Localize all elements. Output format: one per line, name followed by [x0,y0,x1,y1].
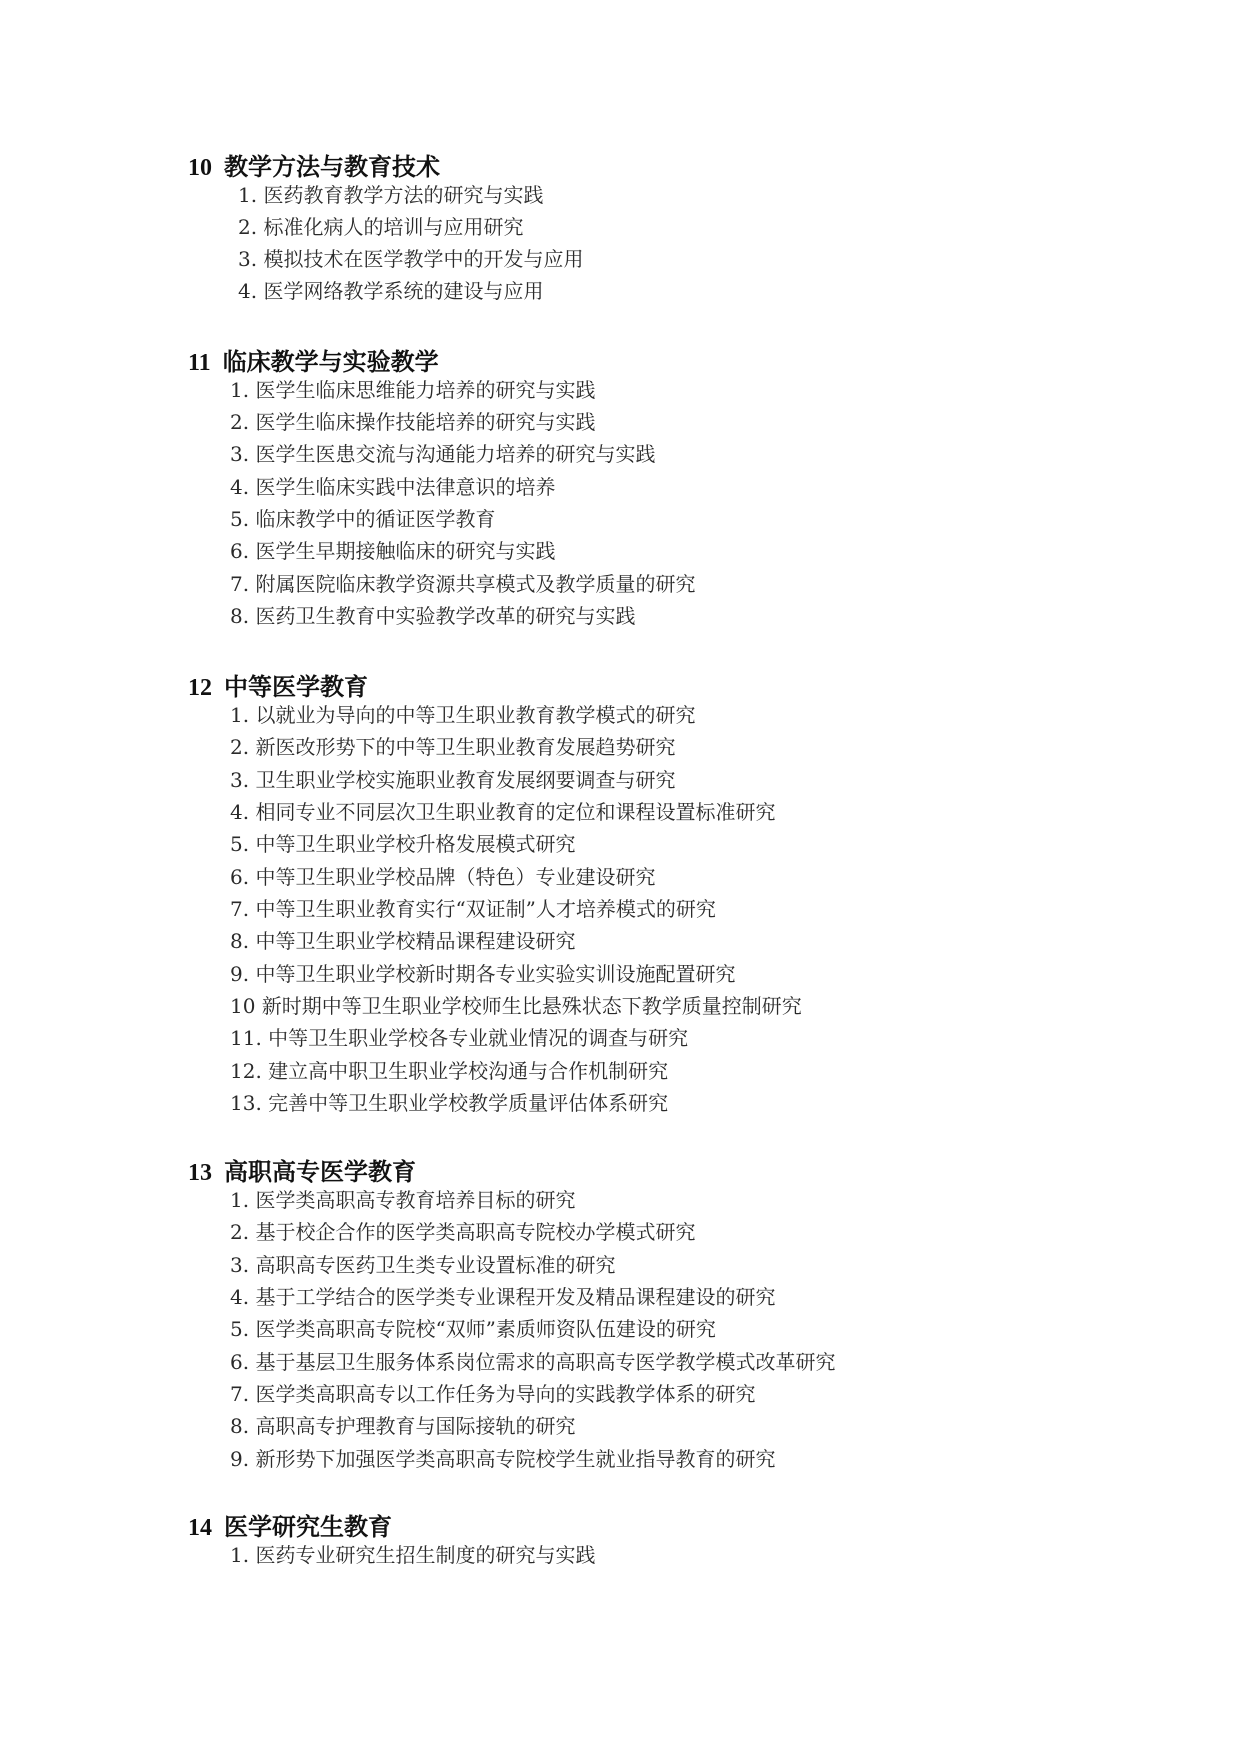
list-item: 6. 基于基层卫生服务体系岗位需求的高职高专医学教学模式改革研究 [230,1350,836,1374]
section-title: 教学方法与教育技术 [224,153,440,181]
section-heading [188,1512,392,1543]
list-item: 2. 基于校企合作的医学类高职高专院校办学模式研究 [230,1220,696,1244]
list-item: 7. 附属医院临床教学资源共享模式及教学质量的研究 [230,572,696,596]
section-title: 中等医学教育 [224,673,368,701]
section-number: 13 [188,1160,212,1186]
section-number: 12 [188,675,212,701]
list-item: 7. 中等卫生职业教育实行“双证制”人才培养模式的研究 [230,897,716,921]
section-title: 医学研究生教育 [224,1513,392,1541]
list-item: 2. 新医改形势下的中等卫生职业教育发展趋势研究 [230,735,676,759]
list-item: 13. 完善中等卫生职业学校教学质量评估体系研究 [230,1091,669,1115]
list-item: 3. 高职高专医药卫生类专业设置标准的研究 [230,1253,616,1277]
list-item: 1. 医药专业研究生招生制度的研究与实践 [230,1543,596,1567]
section-heading [188,152,440,183]
list-item: 11. 中等卫生职业学校各专业就业情况的调查与研究 [230,1026,689,1050]
list-item: 8. 医药卫生教育中实验教学改革的研究与实践 [230,604,636,628]
section-heading [188,672,368,703]
section-number: 11 [188,350,211,376]
list-item: 1. 医学类高职高专教育培养目标的研究 [230,1188,576,1212]
section-heading [188,347,439,378]
list-item: 4. 医学网络教学系统的建设与应用 [238,279,544,303]
list-item: 4. 医学生临床实践中法律意识的培养 [230,475,556,499]
list-item: 1. 医学生临床思维能力培养的研究与实践 [230,378,596,402]
list-item: 4. 基于工学结合的医学类专业课程开发及精品课程建设的研究 [230,1285,776,1309]
list-item: 1. 医药教育教学方法的研究与实践 [238,183,544,207]
section-number: 10 [188,155,212,181]
list-item: 3. 模拟技术在医学教学中的开发与应用 [238,247,584,271]
list-item: 3. 卫生职业学校实施职业教育发展纲要调查与研究 [230,768,676,792]
section-title: 高职高专医学教育 [224,1158,416,1186]
list-item: 8. 中等卫生职业学校精品课程建设研究 [230,929,576,953]
list-item: 2. 医学生临床操作技能培养的研究与实践 [230,410,596,434]
section-title: 临床教学与实验教学 [222,348,439,376]
list-item: 4. 相同专业不同层次卫生职业教育的定位和课程设置标准研究 [230,800,776,824]
list-item: 9. 中等卫生职业学校新时期各专业实验实训设施配置研究 [230,962,736,986]
list-item: 5. 医学类高职高专院校“双师”素质师资队伍建设的研究 [230,1317,716,1341]
section-number: 14 [188,1515,212,1541]
list-item: 5. 临床教学中的循证医学教育 [230,507,496,531]
list-item: 12. 建立高中职卫生职业学校沟通与合作机制研究 [230,1059,669,1083]
list-item: 10 新时期中等卫生职业学校师生比悬殊状态下教学质量控制研究 [230,994,802,1018]
section-heading [188,1157,416,1188]
list-item: 1. 以就业为导向的中等卫生职业教育教学模式的研究 [230,703,696,727]
list-item: 3. 医学生医患交流与沟通能力培养的研究与实践 [230,442,656,466]
list-item: 8. 高职高专护理教育与国际接轨的研究 [230,1414,576,1438]
list-item: 2. 标准化病人的培训与应用研究 [238,215,524,239]
list-item: 7. 医学类高职高专以工作任务为导向的实践教学体系的研究 [230,1382,756,1406]
list-item: 9. 新形势下加强医学类高职高专院校学生就业指导教育的研究 [230,1447,776,1471]
list-item: 6. 中等卫生职业学校品牌（特色）专业建设研究 [230,865,656,889]
list-item: 6. 医学生早期接触临床的研究与实践 [230,539,556,563]
list-item: 5. 中等卫生职业学校升格发展模式研究 [230,832,576,856]
